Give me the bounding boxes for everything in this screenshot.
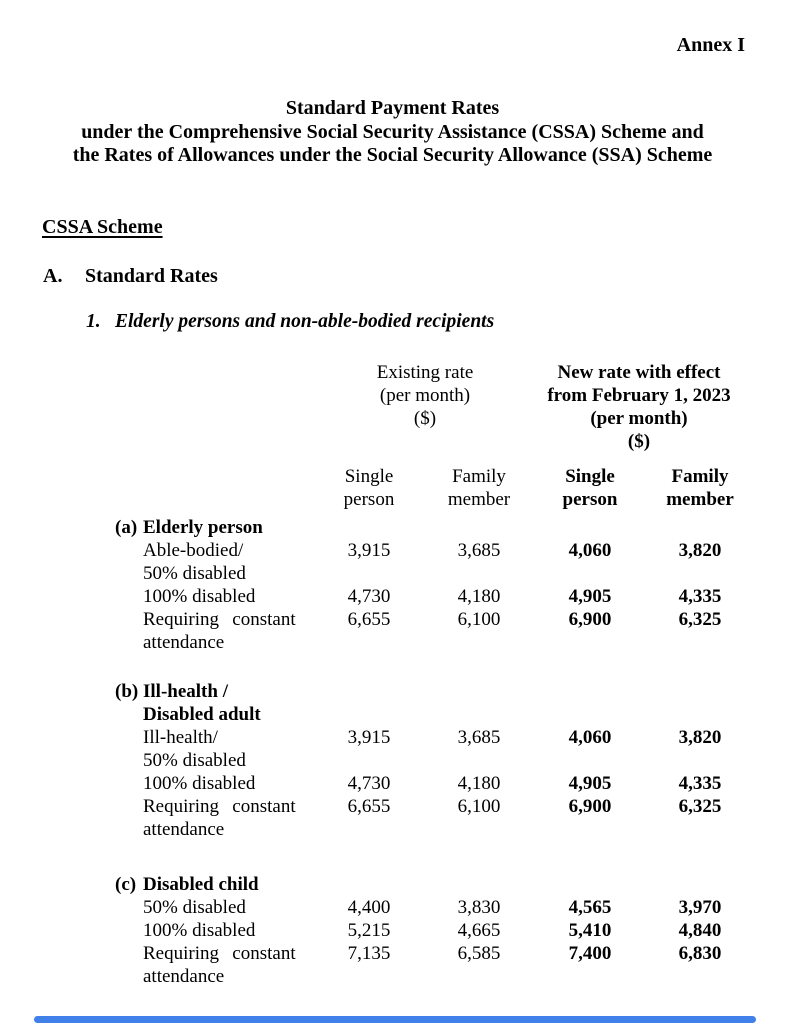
new-family-rate: 3,820 bbox=[678, 727, 722, 748]
existing-family-rate: 4,665 bbox=[457, 920, 501, 941]
new-single-rate: 7,400 bbox=[568, 943, 612, 964]
row-label-line: 100% disabled bbox=[143, 920, 256, 941]
col-header-line: member bbox=[447, 489, 511, 510]
new-family-rate: 6,325 bbox=[678, 609, 722, 630]
row-label-line: Requiring constant bbox=[143, 609, 296, 630]
row-label bbox=[143, 608, 296, 654]
item-marker-1: 1. bbox=[86, 311, 101, 332]
new-family-rate: 4,840 bbox=[678, 920, 722, 941]
existing-single-rate: 6,655 bbox=[347, 609, 391, 630]
existing-rate-header-line: (per month) bbox=[379, 385, 471, 406]
row-label bbox=[143, 539, 246, 585]
new-rate-header bbox=[535, 361, 757, 453]
new-family-rate: 4,335 bbox=[678, 773, 722, 794]
section-title-line: Disabled adult bbox=[143, 704, 261, 725]
section-elderly-person bbox=[0, 516, 785, 654]
section-disabled-child bbox=[0, 873, 785, 988]
existing-single-rate: 3,915 bbox=[347, 727, 391, 748]
col-header-existing-single bbox=[315, 465, 423, 511]
new-rate-header-line: from February 1, 2023 bbox=[547, 385, 731, 406]
col-header-line: Single bbox=[344, 466, 394, 487]
table-row bbox=[0, 795, 785, 841]
new-single-rate: 5,410 bbox=[568, 920, 612, 941]
existing-family-rate: 4,180 bbox=[457, 586, 501, 607]
row-label-line: 50% disabled bbox=[143, 563, 246, 584]
section-marker: (b) bbox=[115, 681, 139, 702]
elderly-persons-heading bbox=[86, 310, 494, 333]
col-header-line: member bbox=[666, 489, 734, 510]
section-title-line: Ill-health / bbox=[143, 681, 228, 702]
existing-rate-header bbox=[315, 361, 535, 430]
section-title-row bbox=[0, 680, 785, 726]
existing-family-rate: 6,585 bbox=[457, 943, 501, 964]
col-header-line: Family bbox=[452, 466, 506, 487]
table-row bbox=[0, 539, 785, 585]
existing-family-rate: 6,100 bbox=[457, 796, 501, 817]
existing-family-rate: 3,685 bbox=[457, 727, 501, 748]
row-label-line: attendance bbox=[143, 966, 225, 987]
new-family-rate: 6,830 bbox=[678, 943, 722, 964]
existing-single-rate: 4,400 bbox=[347, 897, 391, 918]
cssa-scheme-heading: CSSA Scheme bbox=[42, 216, 163, 238]
table-row bbox=[0, 942, 785, 988]
row-label bbox=[143, 896, 246, 919]
row-label-line: 100% disabled bbox=[143, 773, 256, 794]
row-label-line: 50% disabled bbox=[143, 750, 246, 771]
col-header-new-single bbox=[535, 465, 645, 511]
new-single-rate: 4,905 bbox=[568, 586, 612, 607]
row-label-line: 50% disabled bbox=[143, 897, 246, 918]
existing-family-rate: 6,100 bbox=[457, 609, 501, 630]
new-single-rate: 4,565 bbox=[568, 897, 612, 918]
section-title-row bbox=[0, 516, 785, 539]
new-single-rate: 6,900 bbox=[568, 609, 612, 630]
col-header-line: Family bbox=[671, 466, 729, 487]
row-label-line: Able-bodied/ bbox=[143, 540, 244, 561]
standard-rates-heading bbox=[43, 265, 218, 288]
title-line-2: under the Comprehensive Social Security Assistance (CSSA) Scheme and bbox=[81, 120, 704, 143]
new-single-rate: 6,900 bbox=[568, 796, 612, 817]
row-label-line: Requiring constant bbox=[143, 943, 296, 964]
section-title-row bbox=[0, 873, 785, 896]
row-label-line: attendance bbox=[143, 819, 225, 840]
title-line-3: the Rates of Allowances under the Social Security Allowance (SSA) Scheme bbox=[72, 144, 713, 166]
row-label-line: 100% disabled bbox=[143, 586, 256, 607]
existing-single-rate: 5,215 bbox=[347, 920, 391, 941]
col-header-line: person bbox=[343, 489, 395, 510]
existing-single-rate: 7,135 bbox=[347, 943, 391, 964]
col-header-new-family bbox=[645, 465, 755, 511]
existing-single-rate: 4,730 bbox=[347, 586, 391, 607]
row-label bbox=[143, 772, 255, 795]
row-label-line: Ill-health/ bbox=[143, 727, 218, 748]
existing-single-rate: 4,730 bbox=[347, 773, 391, 794]
row-label-line: Requiring constant bbox=[143, 796, 296, 817]
table-row bbox=[0, 919, 785, 942]
new-family-rate: 4,335 bbox=[678, 586, 722, 607]
row-label bbox=[143, 919, 255, 942]
annex-label: Annex I bbox=[676, 34, 745, 56]
new-rate-header-line: (per month) bbox=[590, 408, 688, 429]
table-row bbox=[0, 585, 785, 608]
section-marker: (c) bbox=[115, 874, 137, 895]
table-row bbox=[0, 608, 785, 654]
horizontal-scrollbar-thumb[interactable] bbox=[34, 1016, 756, 1023]
existing-family-rate: 3,830 bbox=[457, 897, 501, 918]
row-label bbox=[143, 942, 296, 988]
elderly-persons-heading-text: Elderly persons and non-able-bodied recipients bbox=[115, 311, 495, 332]
new-family-rate: 6,325 bbox=[678, 796, 722, 817]
new-rate-header-line: New rate with effect bbox=[557, 362, 721, 383]
existing-single-rate: 3,915 bbox=[347, 540, 391, 561]
title-line-1: Standard Payment Rates bbox=[285, 97, 500, 119]
existing-family-rate: 3,685 bbox=[457, 540, 501, 561]
row-label bbox=[143, 795, 296, 841]
new-family-rate: 3,970 bbox=[678, 897, 722, 918]
section-marker: (a) bbox=[115, 517, 138, 538]
table-header-row bbox=[0, 361, 785, 453]
existing-rate-header-line: Existing rate bbox=[376, 362, 474, 383]
new-single-rate: 4,060 bbox=[568, 540, 612, 561]
table-row bbox=[0, 772, 785, 795]
section-title bbox=[143, 680, 261, 726]
col-header-existing-family bbox=[423, 465, 535, 511]
document-title bbox=[0, 97, 785, 168]
existing-family-rate: 4,180 bbox=[457, 773, 501, 794]
table-row bbox=[0, 896, 785, 919]
table-row bbox=[0, 726, 785, 772]
standard-rates-heading-text: Standard Rates bbox=[85, 265, 218, 287]
table-subheader-row bbox=[0, 465, 785, 511]
existing-single-rate: 6,655 bbox=[347, 796, 391, 817]
new-single-rate: 4,905 bbox=[568, 773, 612, 794]
col-header-line: person bbox=[562, 489, 618, 510]
rates-table bbox=[0, 361, 785, 988]
new-family-rate: 3,820 bbox=[678, 540, 722, 561]
section-title: Disabled child bbox=[143, 874, 259, 895]
section-ill-health-disabled-adult bbox=[0, 680, 785, 841]
new-rate-header-line: ($) bbox=[627, 431, 651, 452]
new-single-rate: 4,060 bbox=[568, 727, 612, 748]
section-marker-a: A. bbox=[43, 265, 63, 287]
row-label bbox=[143, 585, 255, 608]
row-label bbox=[143, 726, 246, 772]
col-header-line: Single bbox=[565, 466, 615, 487]
section-title: Elderly person bbox=[143, 517, 263, 538]
row-label-line: attendance bbox=[143, 632, 225, 653]
existing-rate-header-line: ($) bbox=[413, 408, 437, 429]
